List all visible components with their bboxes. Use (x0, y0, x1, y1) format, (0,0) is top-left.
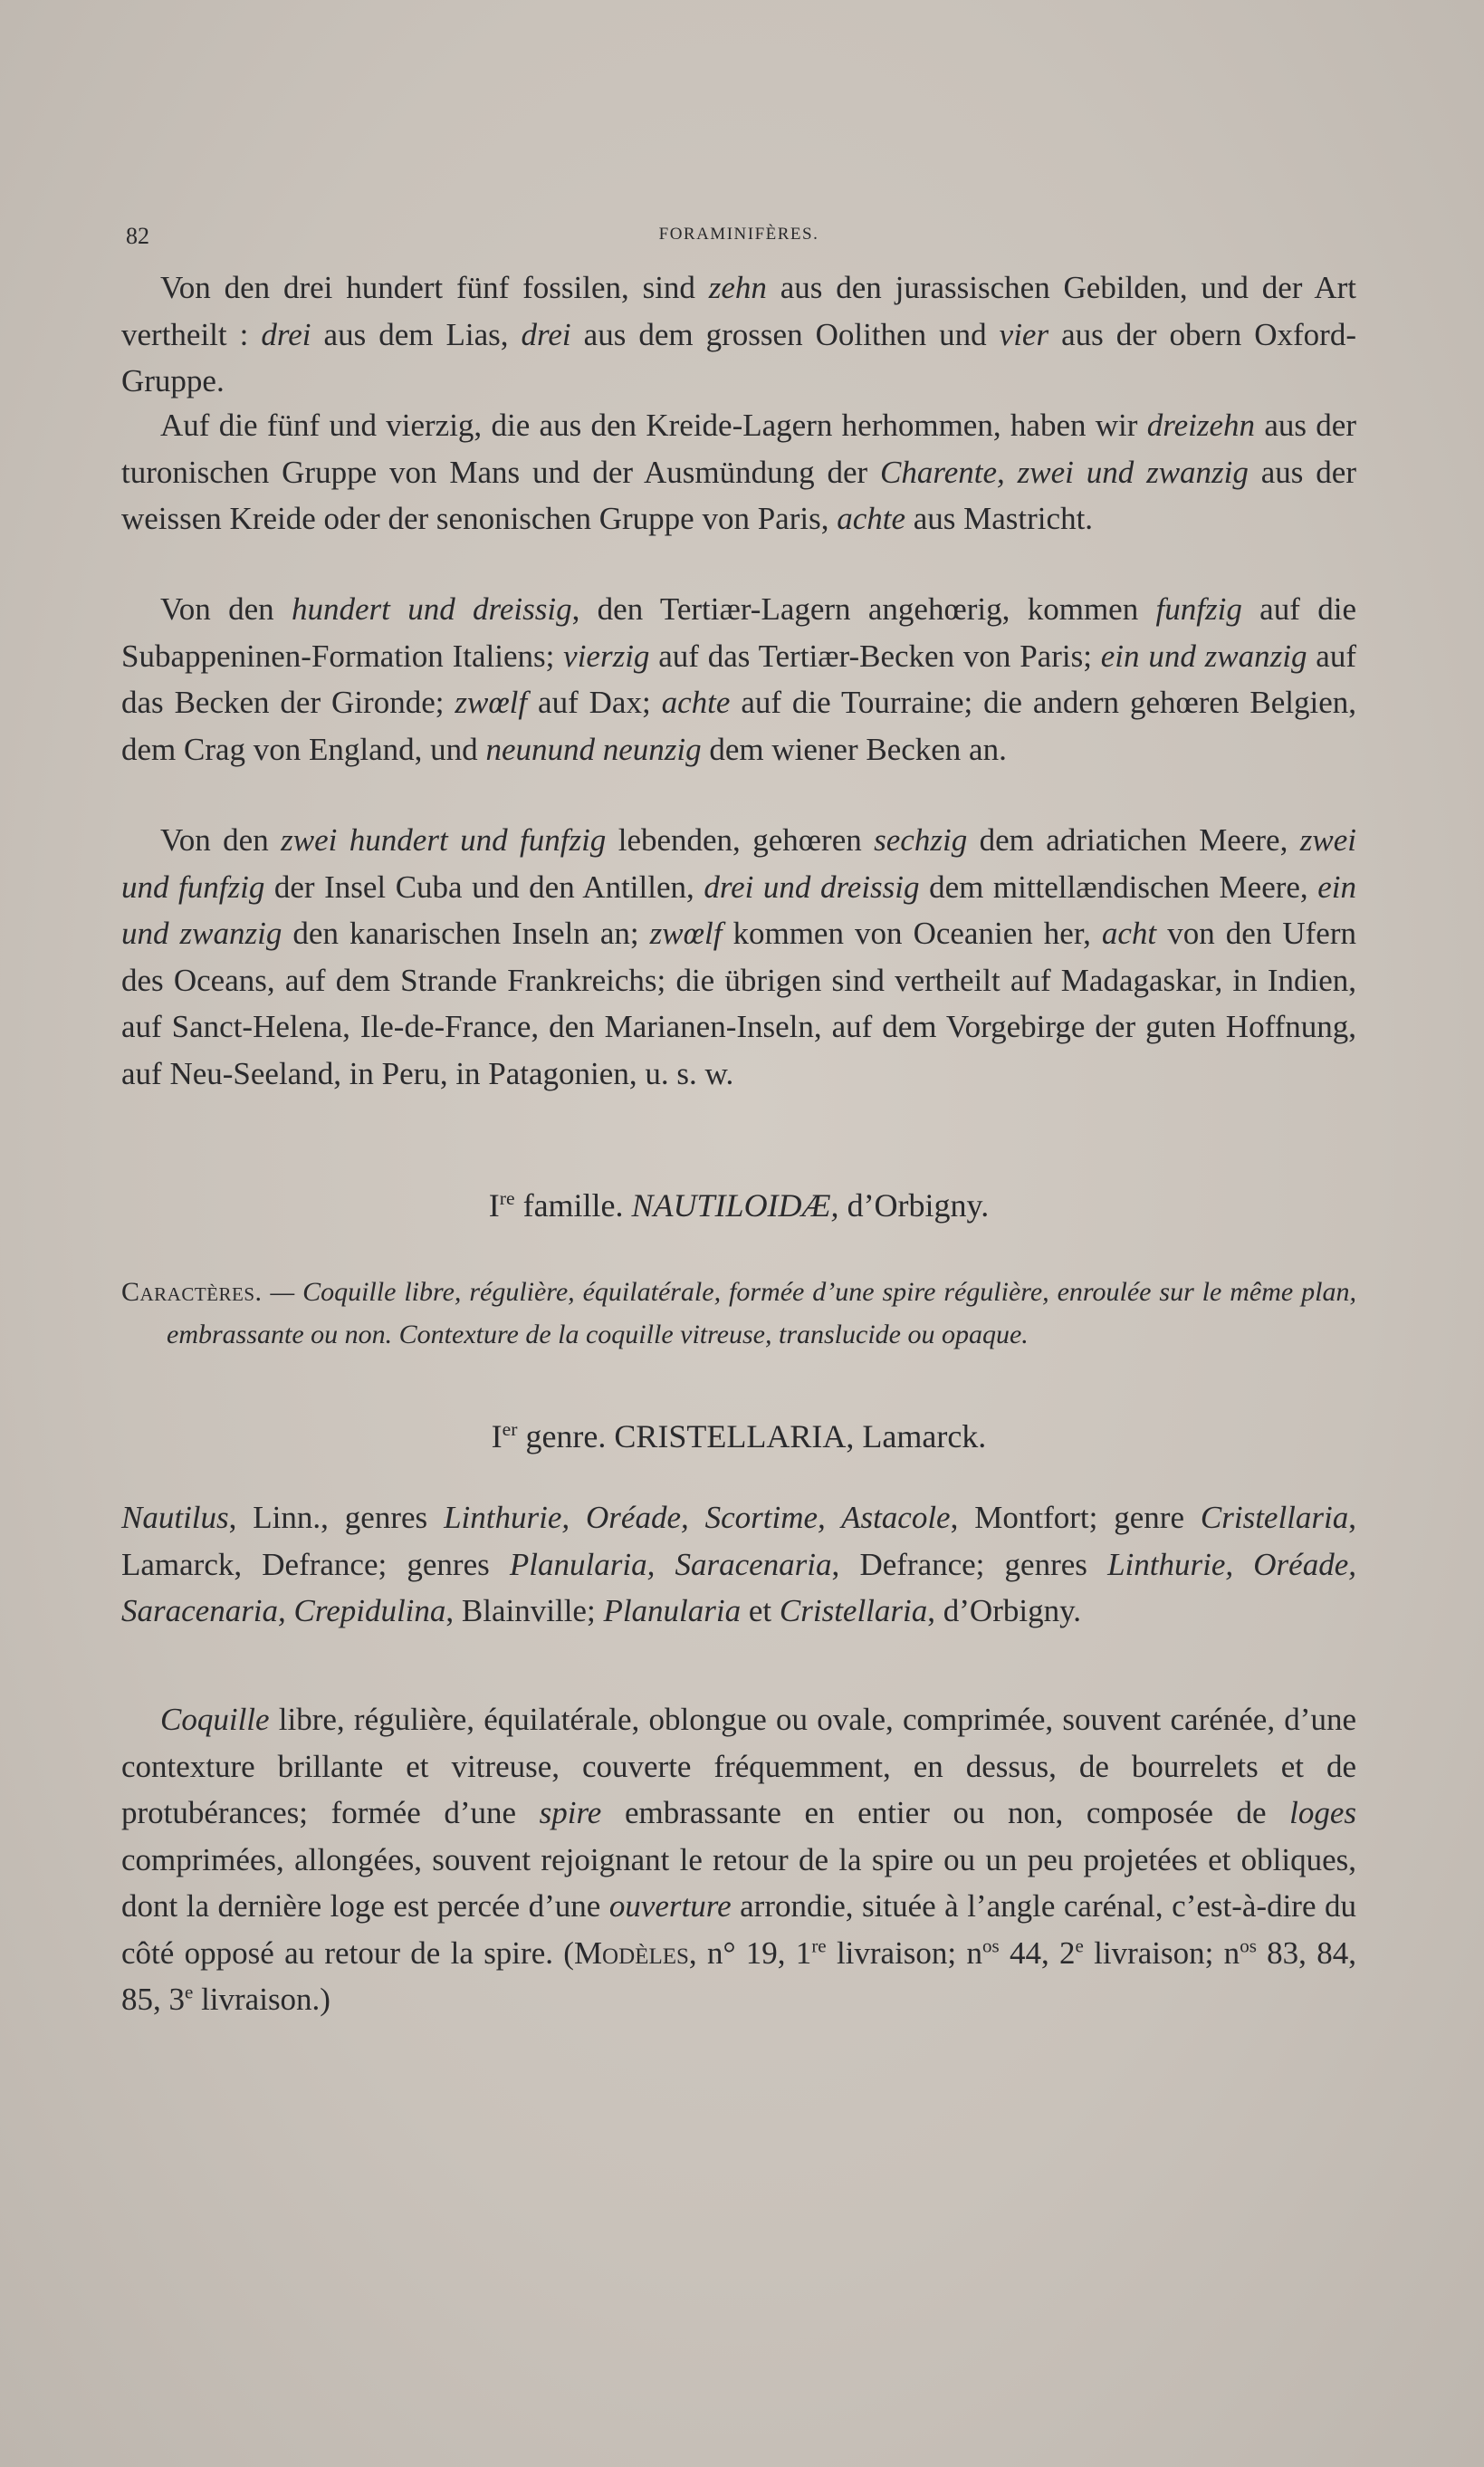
page-number: 82 (126, 223, 149, 249)
italic-run: drei (261, 316, 311, 352)
italic-run: ouverture (608, 1888, 732, 1924)
text-run: Von den drei hundert fünf fossilen, sind (160, 270, 709, 305)
family-heading (121, 1186, 1356, 1224)
text-run: livraison; n (826, 1934, 982, 1971)
text-run: kommen von Oceanien her, (722, 916, 1102, 951)
text-run: embrassante en entier ou non, composée de (601, 1795, 1290, 1830)
text-run: der Insel Cuba und den Antillen, (264, 869, 704, 905)
italic-run: Linthurie, Oréade, Scortime, Astacole (444, 1500, 951, 1535)
text-run: auf das Becken der Gironde; (121, 638, 1356, 720)
text-run: auf die Subappeninen-Formation Italiens; (121, 591, 1356, 674)
italic-run: Charente, zwei und zwanzig (880, 454, 1249, 490)
text-run: aus dem grossen Oolithen und (570, 316, 1000, 352)
text-run: livraison.) (193, 1982, 330, 2017)
genus-ordinal: I (491, 1418, 503, 1454)
italic-run: drei (521, 316, 571, 352)
family-author: d’Orbigny. (838, 1187, 990, 1224)
text-run: comprimées, allongées, souvent rejoignant le retour de la spire ou un peu projetées et obliques, dont la dernière loge est percée d’une (121, 1841, 1356, 1924)
superscript-run: os (981, 1934, 1000, 1956)
text-run: , Defrance; genres (831, 1546, 1108, 1582)
text-run: aus den jurassischen Gebilden, und der Art vertheilt : (121, 270, 1356, 352)
text-run: , den Tertiær-Lagern angehœrig, kommen (571, 591, 1156, 627)
characters-text: — Coquille libre, régulière, équilatérale, formée d’une spire régulière, enroulée sur le même plan, embrassante ou non. Contexture de la coquille vitreuse, translucide ou opaque. (167, 1277, 1356, 1349)
text-run: dem adriatichen Meere, (967, 822, 1300, 858)
italic-run: zwei hundert und funfzig (281, 822, 607, 858)
text-run: aus der weissen Kreide oder der senonischen Gruppe von Paris, (121, 454, 1356, 536)
italic-run: funfzig (1155, 591, 1242, 627)
italic-run: Planularia (603, 1593, 742, 1628)
text-run: Von den (160, 591, 292, 627)
family-word: famille. (514, 1187, 632, 1224)
superscript-run: re (811, 1934, 827, 1956)
italic-run: acht (1101, 916, 1157, 951)
italic-run: dreizehn (1146, 408, 1256, 443)
superscript-run: os (1240, 1934, 1257, 1956)
genus-text: genre. CRISTELLARIA, Lamarck. (517, 1418, 987, 1454)
running-title: FORAMINIFÈRES. (658, 225, 819, 244)
family-name: NAUTILOIDÆ, (631, 1187, 839, 1224)
text-run: , Lamarck, Defrance; genres (121, 1500, 1357, 1582)
italic-run: hundert und dreissig (291, 591, 572, 627)
italic-run: loges (1289, 1795, 1356, 1830)
text-run: Auf die fünf und vierzig, die aus den Kreide-Lagern herhommen, haben wir (160, 408, 1147, 443)
family-characters (121, 1271, 1356, 1356)
text-run: aus dem Lias, (311, 316, 522, 352)
paragraph-fossil-tertiary (121, 586, 1356, 773)
paragraph-fossil-jurassic (121, 264, 1356, 405)
paragraph-fossil-cretaceous (121, 402, 1356, 542)
italic-run: zwœlf (455, 685, 528, 720)
text-run: 83, 84, 85, 3 (121, 1934, 1356, 2017)
family-ordinal: I (488, 1187, 500, 1224)
italic-run: zwœlf (649, 916, 723, 951)
text-run: den kanarischen Inseln an; (282, 916, 650, 951)
text-run: livraison; n (1083, 1934, 1240, 1971)
italic-run: drei und dreissig (704, 869, 920, 905)
text-run: , Montfort; genre (950, 1500, 1201, 1535)
text-run: Von den (160, 822, 282, 858)
running-head (121, 223, 1356, 250)
italic-run: vierzig (563, 638, 650, 674)
text-run: libre, régulière, équilatérale, oblongue ou ovale, comprimée, souvent carénée, d’une contexture brillante et vitreuse, couverte fréquemment, en dessus, de bourrelets et de protubérances; formée d’une (121, 1702, 1356, 1830)
italic-run: neunund neunzig (485, 731, 702, 767)
italic-run: achte (837, 501, 905, 536)
family-ordinal-sup: re (499, 1187, 515, 1209)
document-page (121, 0, 1356, 2467)
italic-run: Cristellaria (779, 1593, 928, 1628)
text-run: , n° 19, 1 (688, 1934, 812, 1971)
italic-run: zehn (708, 270, 767, 305)
text-run: dem mittellændischen Meere, (919, 869, 1318, 905)
text-run: arrondie, située à l’angle carénal, c’est-à-dire du côté opposé au retour de la spire. ( (121, 1888, 1357, 1971)
italic-run: zwei und funfzig (121, 822, 1356, 905)
superscript-run: e (185, 1981, 194, 2003)
text-run: , d’Orbigny. (927, 1593, 1082, 1628)
text-run: 44, 2 (999, 1934, 1076, 1971)
text-run: , Blainville; (445, 1593, 604, 1628)
text-run: von den Ufern des Oceans, auf dem Strande Frankreichs; die übrigen sind vertheilt auf Madagaskar, in Indien, auf Sanct-Helena, Ile-de-France, den Marianen-Inseln, auf dem Vorgebirge der guten Hoffnung, auf Neu-Seeland, in Peru, in Patagonien, u. s. w. (121, 916, 1356, 1091)
superscript-run: e (1075, 1934, 1084, 1956)
text-run: lebenden, gehœren (606, 822, 875, 858)
italic-run: Planularia, Saracenaria (509, 1546, 832, 1582)
italic-run: achte (661, 685, 731, 720)
text-run: auf Dax; (527, 685, 662, 720)
text-run: aus der turonischen Gruppe von Mans und der Ausmündung der (121, 408, 1356, 490)
small-caps-run: Modèles (573, 1934, 689, 1971)
italic-run: sechzig (874, 822, 968, 858)
characters-label: Caractères. (121, 1277, 263, 1307)
paragraph-synonymy (121, 1494, 1356, 1635)
text-run: , Linn., genres (228, 1500, 445, 1535)
italic-run: ein und zwanzig (1100, 638, 1307, 674)
text-run: et (741, 1593, 780, 1628)
italic-run: spire (539, 1795, 602, 1830)
italic-run: Linthurie, Oréade, Saracenaria, Crepidulina (121, 1546, 1356, 1628)
italic-run: Coquille (160, 1702, 270, 1737)
genus-heading (121, 1417, 1356, 1455)
paragraph-living-species (121, 817, 1356, 1097)
paragraph-genus-description (121, 1696, 1356, 2023)
text-run: dem wiener Becken an. (701, 731, 1007, 767)
text-run: auf die Tourraine; die andern gehœren Belgien, dem Crag von England, und (121, 685, 1356, 767)
text-run: aus Mastricht. (905, 501, 1094, 536)
italic-run: Cristellaria (1200, 1500, 1349, 1535)
italic-run: vier (999, 316, 1049, 352)
text-run: auf das Tertiær-Becken von Paris; (649, 638, 1101, 674)
genus-ordinal-sup: er (502, 1418, 518, 1440)
italic-run: ein und zwanzig (121, 869, 1356, 951)
text-run: aus der obern Oxford-Gruppe. (121, 316, 1356, 398)
italic-run: Nautilus (121, 1500, 229, 1535)
